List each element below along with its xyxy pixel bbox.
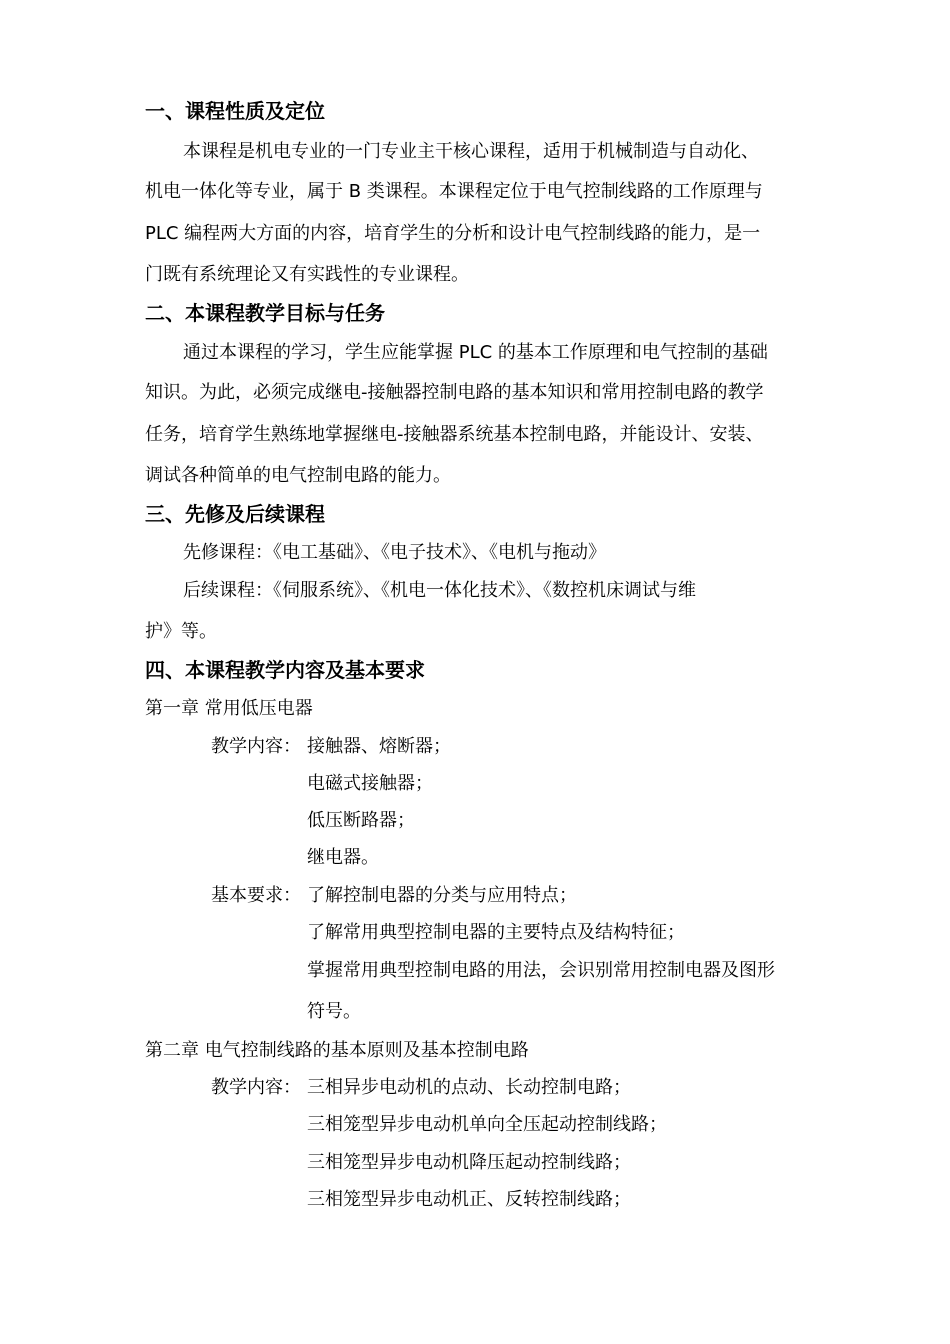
paragraph-line: 调试各种简单的电气控制电路的能力。 <box>145 465 451 486</box>
prerequisite-courses: 先修课程：《电工基础》、《电子技术》、《电机与拖动》 <box>183 542 606 563</box>
section-heading: 三、先修及后续课程 <box>145 502 325 526</box>
content-label: 教学内容： <box>211 736 301 757</box>
content-item: 三相笼型异步电动机正、反转控制线路； <box>307 1189 631 1210</box>
paragraph-line: 本课程是机电专业的一门专业主干核心课程，适用于机械制造与自动化、 <box>183 141 759 162</box>
requirement-item: 了解常用典型控制电器的主要特点及结构特征； <box>307 922 685 943</box>
paragraph-line: 知识。为此，必须完成继电-接触器控制电路的基本知识和常用控制电路的教学 <box>145 382 764 403</box>
paragraph-line: 门既有系统理论又有实践性的专业课程。 <box>145 264 469 285</box>
content-item: 低压断路器； <box>307 810 415 831</box>
paragraph-line: 护》等。 <box>145 621 217 642</box>
content-label: 教学内容： <box>211 1077 301 1098</box>
chapter-title: 第二章 电气控制线路的基本原则及基本控制电路 <box>145 1040 529 1061</box>
paragraph-line: PLC 编程两大方面的内容，培育学生的分析和设计电气控制线路的能力，是一 <box>145 223 761 244</box>
content-item: 三相笼型异步电动机降压起动控制线路； <box>307 1152 631 1173</box>
content-item: 继电器。 <box>307 847 379 868</box>
content-item: 三相笼型异步电动机单向全压起动控制线路； <box>307 1114 667 1135</box>
paragraph-line: 任务，培育学生熟练地掌握继电-接触器系统基本控制电路，并能设计、安装、 <box>145 424 764 445</box>
requirement-item: 符号。 <box>307 1001 361 1022</box>
follow-up-courses: 后续课程：《伺服系统》、《机电一体化技术》、《数控机床调试与维 <box>183 580 696 601</box>
chapter-title: 第一章 常用低压电器 <box>145 698 313 719</box>
section-heading: 二、本课程教学目标与任务 <box>145 301 385 325</box>
requirements-label: 基本要求： <box>211 885 301 906</box>
section-heading: 一、课程性质及定位 <box>145 99 325 123</box>
requirement-item: 掌握常用典型控制电路的用法，会识别常用控制电器及图形 <box>307 960 775 981</box>
section-heading: 四、本课程教学内容及基本要求 <box>145 658 425 682</box>
content-item: 接触器、熔断器； <box>307 736 451 757</box>
content-item: 三相异步电动机的点动、长动控制电路； <box>307 1077 631 1098</box>
requirement-item: 了解控制电器的分类与应用特点； <box>307 885 577 906</box>
paragraph-line: 通过本课程的学习，学生应能掌握 PLC 的基本工作原理和电气控制的基础 <box>183 342 768 363</box>
paragraph-line: 机电一体化等专业，属于 B 类课程。本课程定位于电气控制线路的工作原理与 <box>145 181 763 202</box>
content-item: 电磁式接触器； <box>307 773 433 794</box>
